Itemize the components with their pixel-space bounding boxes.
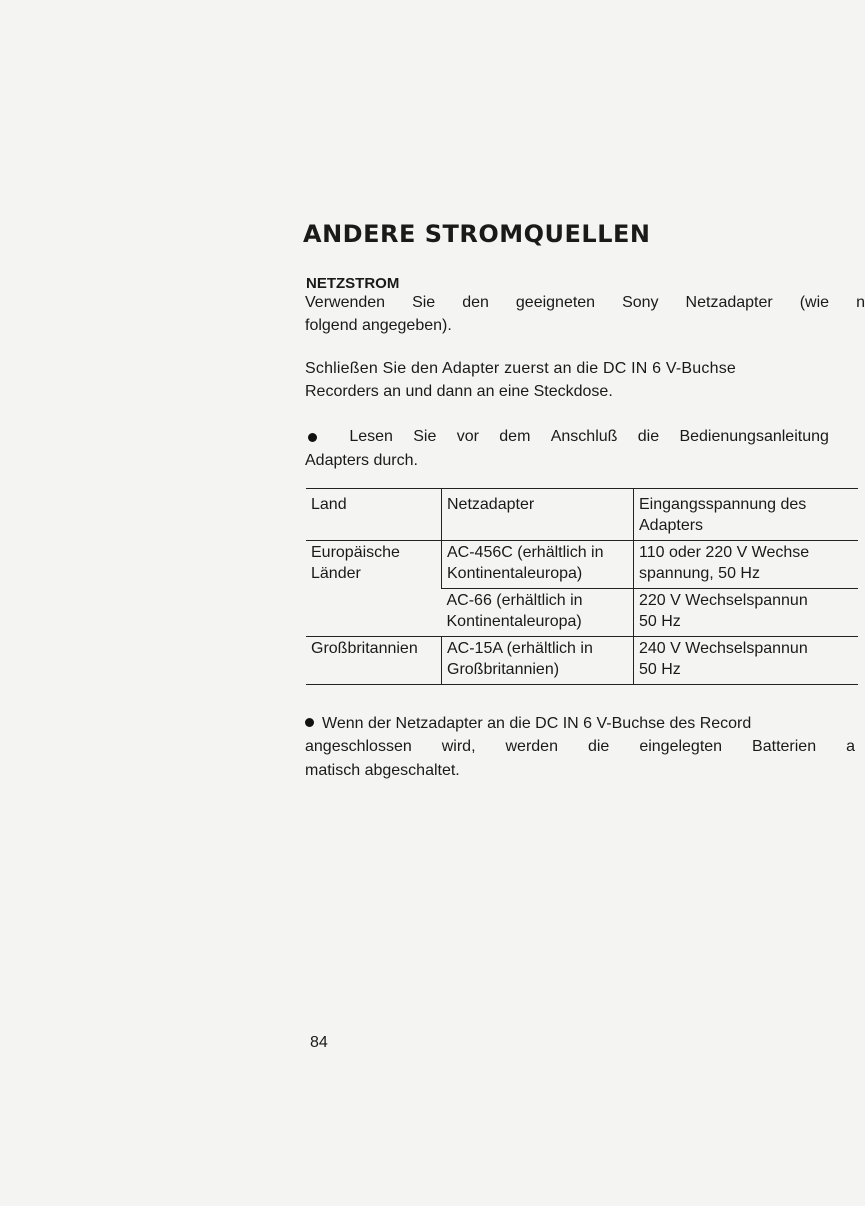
bullet-2-line-2 bbox=[305, 736, 855, 758]
word: geeigneten bbox=[515, 294, 596, 311]
word: den bbox=[462, 294, 489, 311]
bullet-2-line-3: matisch abgeschaltet. bbox=[305, 762, 460, 779]
header-land: Land bbox=[306, 489, 442, 541]
word: Lesen bbox=[349, 428, 393, 445]
page-title: ANDERE STROMQUELLEN bbox=[303, 220, 651, 248]
word: Verwenden bbox=[305, 294, 386, 311]
word: Sie bbox=[413, 428, 437, 445]
cell-adapter: AC-456C (erhältlich in Kontinentaleuropa) bbox=[442, 541, 634, 589]
section-heading: NETZSTROM bbox=[306, 275, 400, 292]
word: Anschluß bbox=[550, 428, 618, 445]
word: dem bbox=[499, 428, 531, 445]
word: Sie bbox=[412, 294, 436, 311]
word: n bbox=[856, 294, 865, 311]
cell-adapter: AC-15A (erhältlich in Großbritannien) bbox=[442, 637, 634, 685]
cell-spannung: 220 V Wechselspannun 50 Hz bbox=[634, 589, 859, 637]
cell-spannung: 110 oder 220 V Wechse spannung, 50 Hz bbox=[634, 541, 859, 589]
header-adapter: Netzadapter bbox=[442, 489, 634, 541]
paragraph-2-line-1: Schließen Sie den Adapter zuerst an die DC IN 6 V-Buchse bbox=[305, 360, 736, 377]
table-row bbox=[306, 637, 858, 685]
bullet-1-line-2: Adapters durch. bbox=[305, 452, 418, 469]
word: eingelegten bbox=[639, 738, 723, 755]
word: die bbox=[637, 428, 660, 445]
word: angeschlossen bbox=[305, 738, 412, 755]
cell-spannung: 240 V Wechselspannun 50 Hz bbox=[634, 637, 859, 685]
word: die bbox=[587, 738, 610, 755]
cell-land: Großbritannien bbox=[306, 637, 442, 685]
word: (wie bbox=[799, 294, 830, 311]
word: Bedienungsanleitung bbox=[679, 428, 829, 445]
word: a bbox=[846, 738, 855, 755]
word: wird, bbox=[441, 738, 476, 755]
table-row bbox=[306, 541, 858, 589]
bullet-2-line-1 bbox=[305, 713, 865, 735]
paragraph-1-line-2: folgend angegeben). bbox=[305, 317, 452, 334]
paragraph-2-line-2: Recorders an und dann an eine Steckdose. bbox=[305, 383, 613, 400]
cell-land: Europäische Länder bbox=[306, 541, 442, 637]
word: Sony bbox=[622, 294, 659, 311]
page-number: 84 bbox=[310, 1034, 328, 1051]
word: Netzadapter bbox=[685, 294, 773, 311]
word: werden bbox=[505, 738, 558, 755]
cell-adapter: AC-66 (erhältlich in Kontinentaleuropa) bbox=[442, 589, 634, 637]
table-header-row bbox=[306, 489, 858, 541]
bullet-dot-icon bbox=[308, 433, 317, 442]
bullet-1-line-1 bbox=[305, 426, 829, 448]
bullet-2-text: Wenn der Netzadapter an die DC IN 6 V-Buchse des Record bbox=[322, 715, 752, 732]
bullet-dot-icon bbox=[305, 718, 314, 727]
header-spannung: Eingangsspannung des Adapters bbox=[634, 489, 859, 541]
word: Batterien bbox=[752, 738, 817, 755]
paragraph-1-line-1 bbox=[305, 292, 865, 314]
word: vor bbox=[456, 428, 479, 445]
adapter-table bbox=[306, 488, 858, 685]
